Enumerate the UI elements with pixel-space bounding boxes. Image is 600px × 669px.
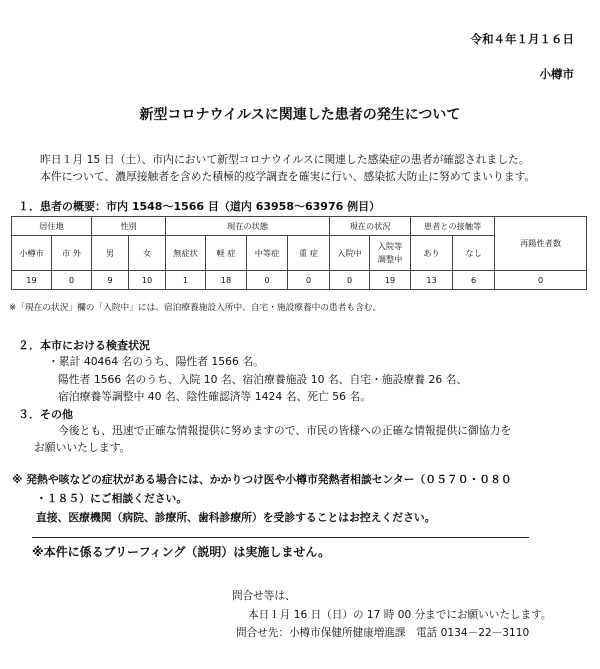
organization-name: 小樽市	[539, 67, 574, 81]
document-title: 新型コロナウイルスに関連した患者の発生について	[139, 107, 461, 123]
col-severe: 重 症	[288, 236, 330, 271]
value-adjusting: 19	[370, 271, 411, 290]
col-female: 女	[129, 236, 166, 271]
fever-notice-line-1: ※ 発熱や咳などの症状がある場合には、かかりつけ医や小樽市発熱者相談センター（０５７０・０８０	[12, 473, 512, 486]
testing-total: ・累計 40464 名のうち、陽性者 1566 名。	[48, 355, 264, 368]
testing-breakdown-2: 宿泊療養等調整中 40 名、陰性確認済等 1424 名、死亡 56 名。	[58, 390, 372, 403]
contact-time: 本日１月 16 日（日）の 17 時 00 分までにお願いいたします。	[248, 609, 552, 621]
value-hospitalized: 0	[330, 271, 370, 290]
intro-line-2: 本件について、濃厚接触者を含めた積極的疫学調査を確実に行い、感染拡大防止に努めてまいります。	[40, 170, 536, 183]
patient-summary-table	[11, 216, 587, 290]
header-repositive: 再陽性者数	[495, 217, 587, 271]
col-adjusting: 入院等調整中	[370, 236, 411, 271]
value-mild: 18	[206, 271, 247, 290]
value-repositive: 0	[495, 271, 587, 290]
header-residence: 居住地	[12, 217, 92, 236]
divider	[32, 537, 529, 538]
value-male: 9	[92, 271, 129, 290]
fever-notice-line-2: ・１８５）にご相談ください。	[36, 492, 188, 505]
briefing-notice: ※本件に係るブリーフィング（説明）は実施しません。	[32, 545, 331, 559]
col-mild: 軽 症	[206, 236, 247, 271]
other-line-2: お願いいたします。	[34, 441, 131, 454]
testing-breakdown-1: 陽性者 1566 名のうち、入院 10 名、宿泊療養施設 10 名、自宅・施設療養 26 名、	[58, 373, 468, 386]
value-female: 10	[129, 271, 166, 290]
value-outside-city: 0	[52, 271, 92, 290]
col-outside-city: 市 外	[52, 236, 92, 271]
value-moderate: 0	[247, 271, 288, 290]
col-male: 男	[92, 236, 129, 271]
header-sex: 性別	[92, 217, 166, 236]
table-header-row	[12, 217, 587, 236]
col-hospitalized: 入院中	[330, 236, 370, 271]
other-line-1: 今後とも、迅速で正確な情報提供に努めますので、市民の皆様への正確な情報提供に御協力を	[58, 424, 512, 437]
table-row	[12, 271, 587, 290]
intro-line-1: 昨日１月 15 日（土）、市内において新型コロナウイルスに関連した感染症の患者が確認されました。	[40, 153, 530, 166]
col-otaru: 小樽市	[12, 236, 52, 271]
col-contact-no: なし	[453, 236, 495, 271]
col-contact-yes: あり	[411, 236, 453, 271]
header-current-condition: 現在の状態	[166, 217, 330, 236]
section-1-heading: １．患者の概要：市内 1548～1566 目（道内 63958～63976 例目）	[18, 200, 381, 213]
value-severe: 0	[288, 271, 330, 290]
value-contact-no: 6	[453, 271, 495, 290]
table-footnote: ※「現在の状況」欄の「入院中」には、宿泊療養施設入所中、自宅・施設療養中の患者も含む。	[9, 303, 382, 313]
fever-notice-line-3: 直接、医療機関（病院、診療所、歯科診療所）を受診することはお控えください。	[36, 511, 436, 524]
release-date: 令和４年１月１６日	[470, 32, 574, 46]
contact-department: 問合せ先：小樽市保健所健康増進課 電話 0134－22－3110	[236, 627, 530, 639]
section-2-heading: ２．本市における検査状況	[18, 339, 150, 352]
contact-label: 問合せ等は、	[232, 590, 296, 602]
section-3-heading: ３．その他	[18, 408, 73, 421]
col-asymptomatic: 無症状	[166, 236, 206, 271]
header-contact: 患者との接触等	[411, 217, 495, 236]
value-asymptomatic: 1	[166, 271, 206, 290]
value-contact-yes: 13	[411, 271, 453, 290]
col-moderate: 中等症	[247, 236, 288, 271]
header-current-status: 現在の状況	[330, 217, 411, 236]
value-otaru: 19	[12, 271, 52, 290]
